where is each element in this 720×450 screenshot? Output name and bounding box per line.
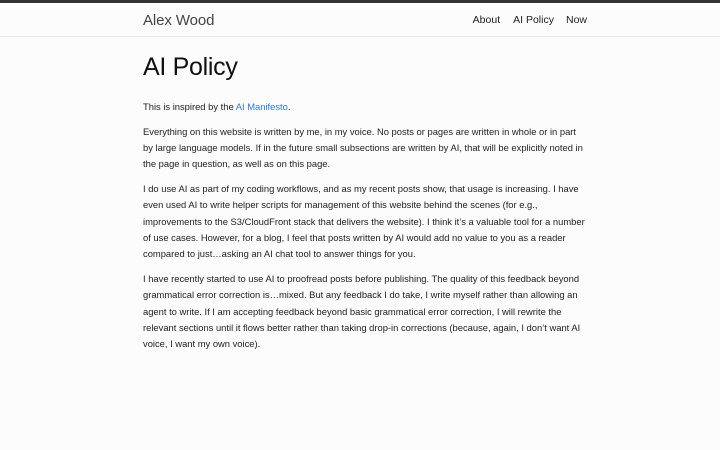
site-nav xyxy=(473,14,587,26)
nav-link-now[interactable]: Now xyxy=(565,14,587,26)
header-container xyxy=(143,3,587,37)
post-body xyxy=(143,99,587,353)
main-content xyxy=(143,53,587,353)
page-title: AI Policy xyxy=(143,53,238,81)
paragraph-written-by-me: Everything on this website is written by me, in my voice. No posts or pages are written in whole or in part by large language models. If in the future small subsections are written by AI, that will be explicitly noted in the page in question, as well as on this page. xyxy=(143,125,583,170)
nav-link-ai-policy[interactable]: AI Policy xyxy=(513,14,554,26)
site-title-link[interactable]: Alex Wood xyxy=(143,11,215,29)
paragraph-proofreading: I have recently started to use AI to proofread posts before publishing. The quality of this feedback beyond grammatical error correction is…mixed. But any feedback I do take, I write myself rather than allowing an agent to write. If I am accepting feedback beyond basic grammatical error correction, I will rewrite the relevant sections until it flows better rather than taking drop-in corrections (because, again, I don’t want AI voice, I want my own voice). xyxy=(143,273,581,350)
nav-link-about[interactable]: About xyxy=(472,14,501,26)
intro-suffix: . xyxy=(287,101,291,112)
site-header xyxy=(0,3,720,37)
paragraph-coding-workflows: I do use AI as part of my coding workflows, and as my recent posts show, that usage is increasing. I have even used AI to write helper scripts for management of this website behind the scenes (for e.g., improvements to the S3/CloudFront stack that delivers the website). I think it’s a valuable tool for a number of use cases. However, for a blog, I feel that posts written by AI would add no value to you as a reader compared to just…asking an AI chat tool to answer things for you. xyxy=(143,183,585,260)
ai-manifesto-link[interactable]: AI Manifesto xyxy=(235,101,288,112)
intro-prefix: This is inspired by the xyxy=(143,101,236,112)
intro-paragraph xyxy=(143,99,587,115)
